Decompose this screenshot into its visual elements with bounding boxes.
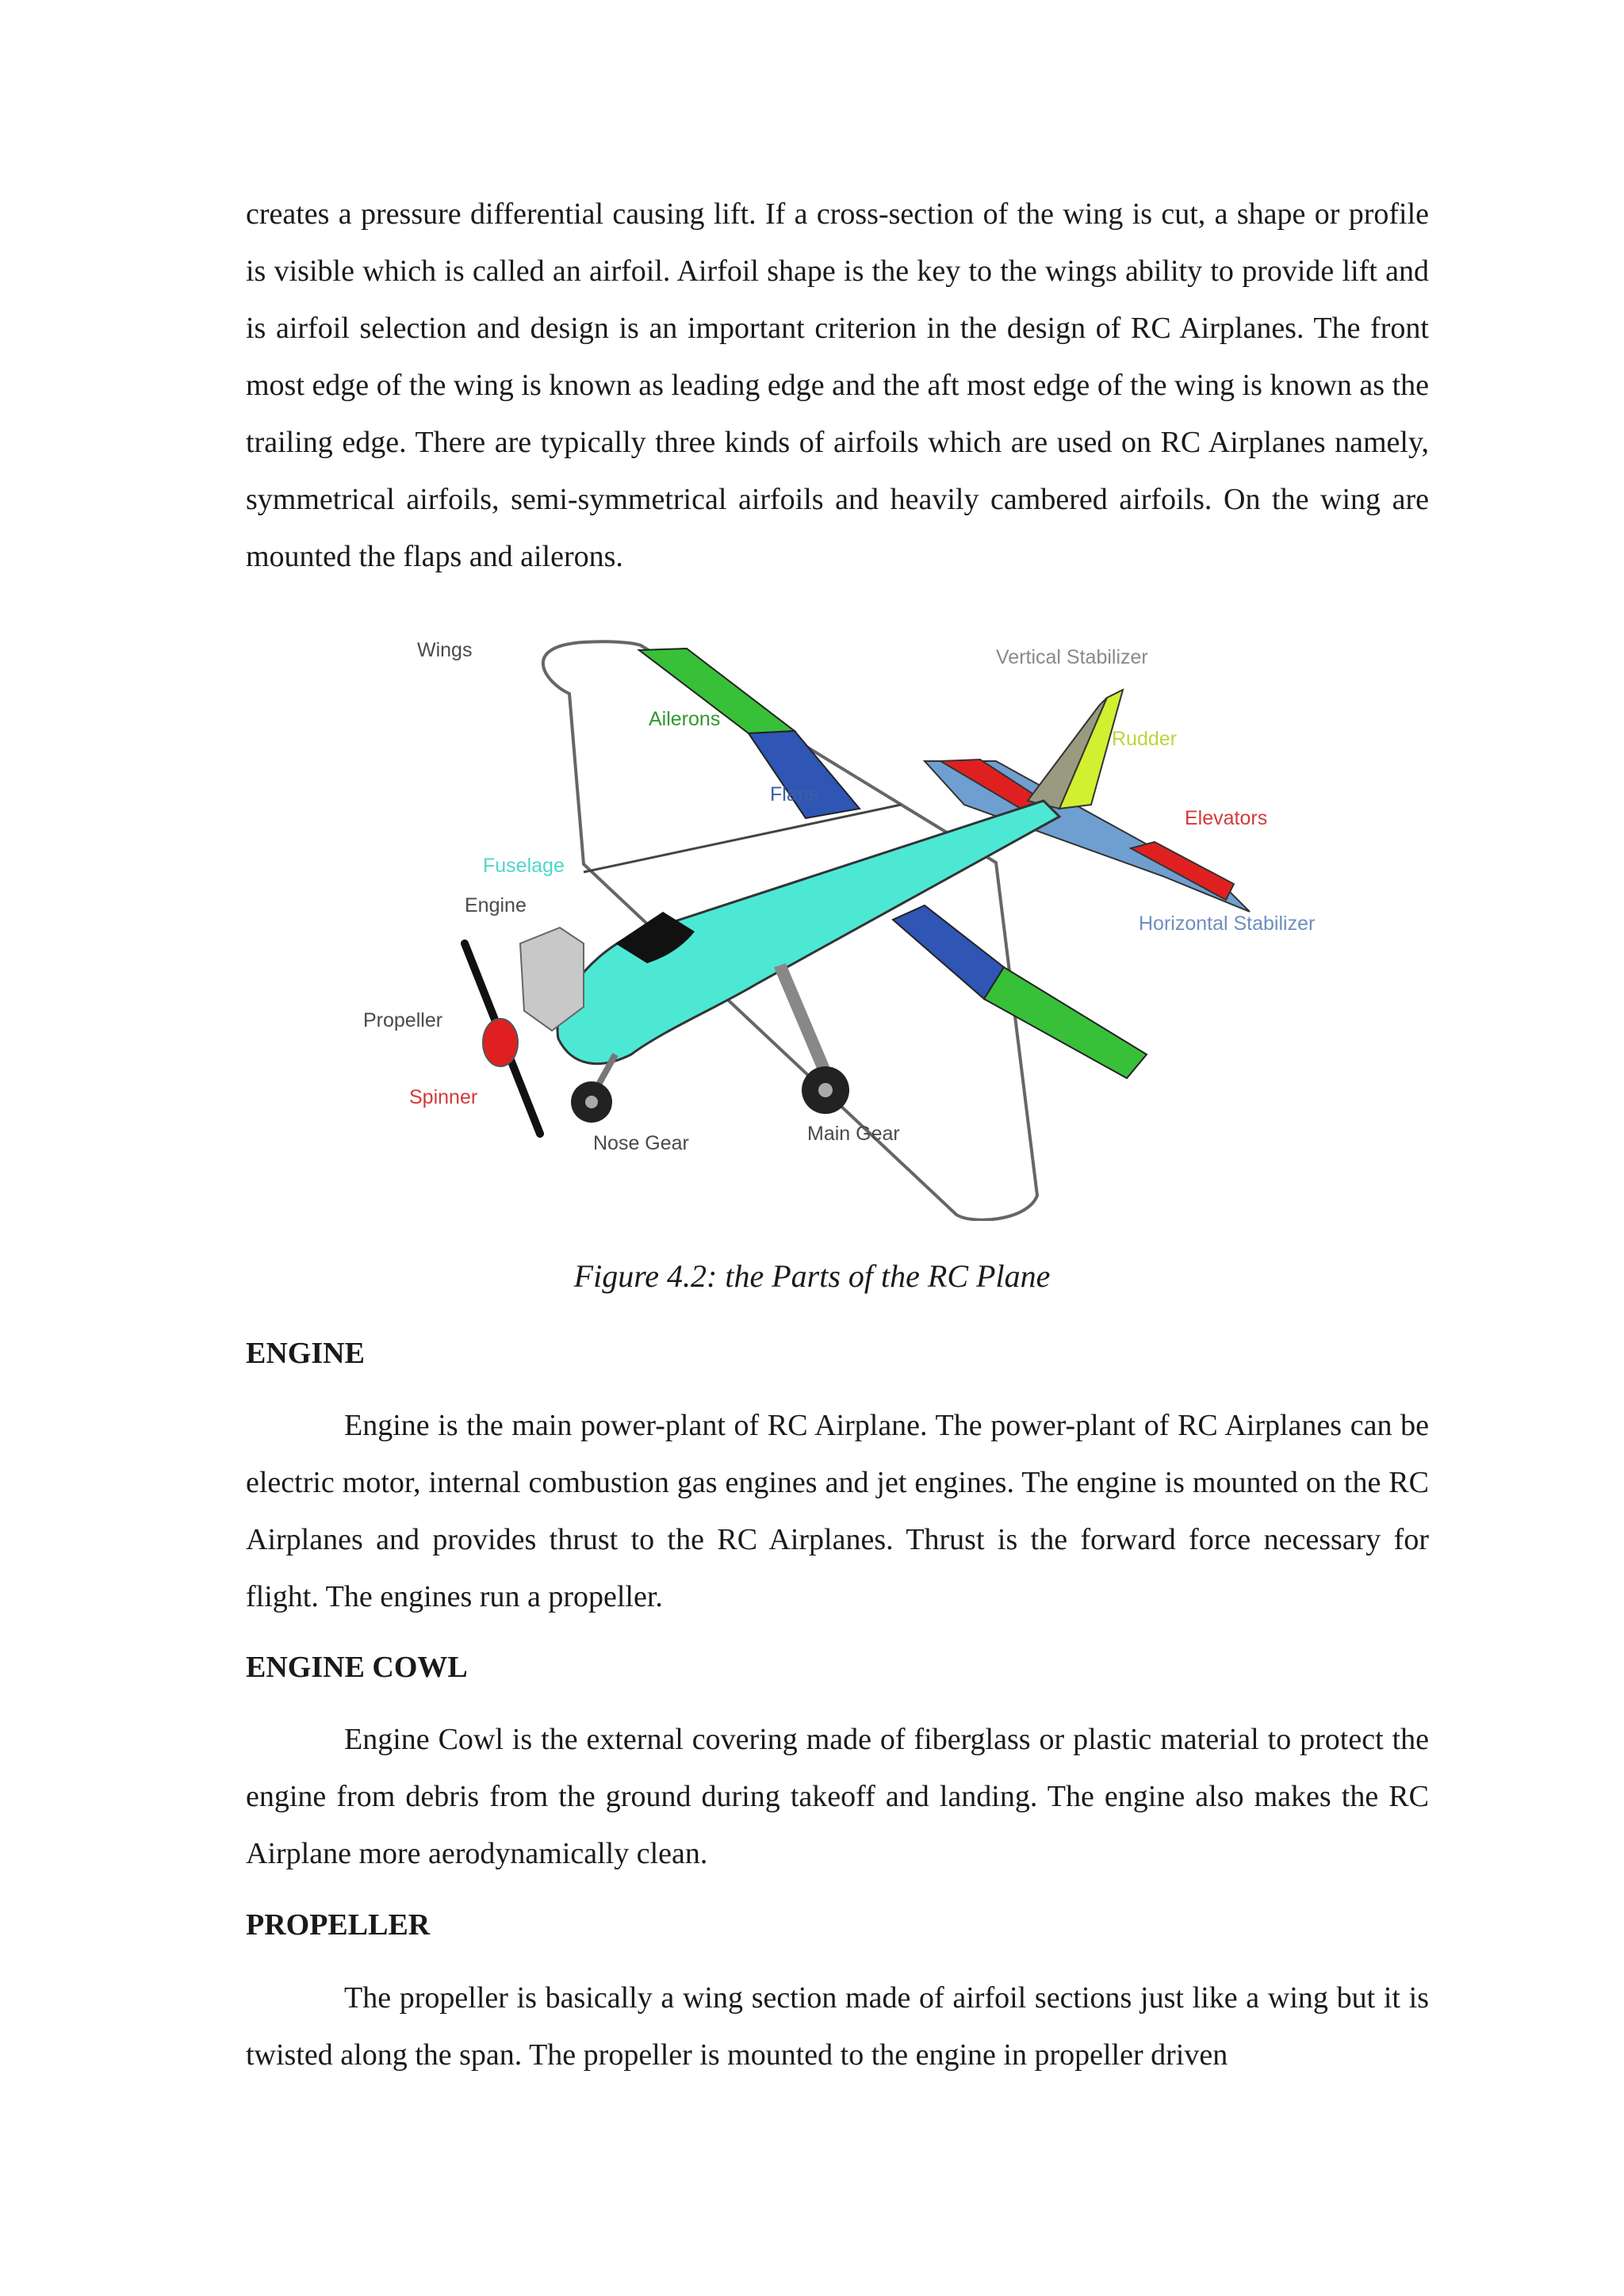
label-rudder: Rudder [1112, 728, 1177, 750]
figure-caption: Figure 4.2: the Parts of the RC Plane [573, 1258, 1051, 1294]
engine-paragraph: Engine is the main power-plant of RC Airplane. The power-plant of RC Airplanes can be electric motor, internal combustion gas engines and jet engines. The engine is mounted on the RC Airplanes and provides thrust to the RC Airplanes. Thrust is the forward force necessary for flight. The engines run a propeller. [246, 1409, 1429, 1613]
spinner-shape [483, 1019, 518, 1066]
rc-plane-diagram [346, 610, 1340, 1221]
label-fuselage: Fuselage [483, 855, 565, 877]
label-horizontal-stabilizer: Horizontal Stabilizer [1139, 913, 1316, 935]
heading-engine-cowl: ENGINE COWL [246, 1651, 468, 1684]
rc-plane-figure [346, 610, 1340, 1221]
label-propeller: Propeller [363, 1009, 443, 1031]
label-flaps: Flaps [770, 783, 819, 806]
label-main-gear: Main Gear [807, 1123, 900, 1145]
engine-cowl-paragraph: Engine Cowl is the external covering made of fiberglass or plastic material to protect the engine from debris from the ground during takeoff and landing. The engine also makes the RC Airplane more aerodynamically clean. [246, 1723, 1429, 1870]
label-ailerons: Ailerons [649, 708, 721, 730]
label-engine: Engine [465, 894, 527, 916]
heading-engine: ENGINE [246, 1337, 365, 1370]
propeller-paragraph: The propeller is basically a wing section made of airfoil sections just like a wing but it is twisted along the span. The propeller is mounted to the engine in propeller driven [246, 1981, 1429, 2072]
heading-propeller: PROPELLER [246, 1908, 431, 1942]
label-wings: Wings [417, 639, 473, 661]
label-vertical-stabilizer: Vertical Stabilizer [996, 646, 1148, 668]
intro-paragraph: creates a pressure differential causing lift. If a cross-section of the wing is cut, a shape or profile is visible which is called an airfoil. Airfoil shape is the key to the wings ability to provide lift and is airfoil selection and design is an important criterion in the design of RC Airplanes. The front most edge of the wing is known as leading edge and the aft most edge of the wing is known as the trailing edge. There are typically three kinds of airfoils which are used on RC Airplanes namely, symmetrical airfoils, semi-symmetrical airfoils and heavily cambered airfoils. On the wing are mounted the flaps and ailerons. [246, 197, 1429, 573]
label-nose-gear: Nose Gear [593, 1132, 689, 1154]
main-gear-hub [818, 1083, 833, 1097]
label-spinner: Spinner [409, 1086, 478, 1108]
nose-gear-hub [585, 1096, 598, 1108]
label-elevators: Elevators [1185, 807, 1268, 829]
